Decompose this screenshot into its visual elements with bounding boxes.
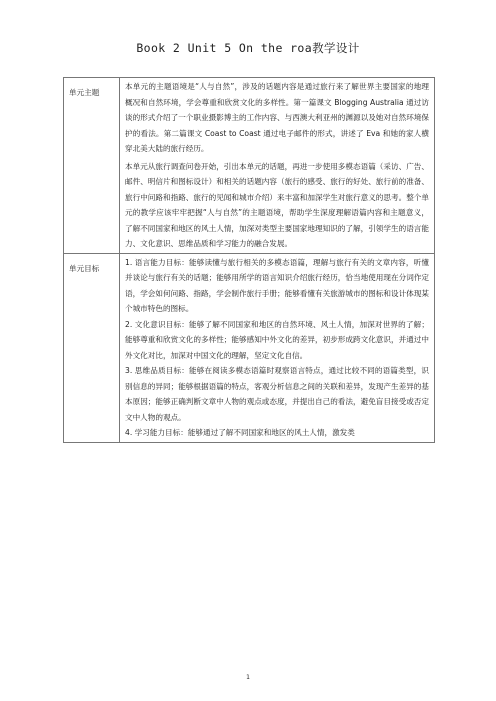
paragraph: 3. 思维品质目标：能够在阅读多模态语篇时观察语言特点，通过比较不同的语篇类型，识别信息的异同；能够根据语篇的特点，客观分析信息之间的关联和差异，发现产生差异的基本原因；能够正确判断文章中人物的观点或态度，并提出自己的看法，避免盲目接受或否定文中人物的观点。 [125,366,429,422]
unit-theme-content [120,78,435,254]
table-row [64,78,435,254]
paragraph: 本单元从旅行调查问卷开始，引出本单元的话题，再进一步使用多模态语篇（采访、广告、邮件、明信片和图标设计）和相关的话题内容（旅行的感受、旅行的好处、旅行前的准备、旅行中问路和指路、旅行的见闻和城市介绍）来丰富和加深学生对旅行意义的思考。整个单元的教学应该牢牢把握“人与自然”的主题语境，帮助学生深度理解语篇内容和主题意义，了解不同国家和地区的风土人情，加深对类型主要国家地理知识的了解，引领学生的语言能力、文化意识、思维品质和学习能力的融合发展。 [125,161,429,248]
page-number: 1 [246,674,250,681]
lesson-plan-table [63,77,435,443]
row-label-unit-goals: 单元目标 [64,253,120,442]
paragraph: 1. 语言能力目标：能够读懂与旅行相关的多模态语篇，理解与旅行有关的文章内容，听懂并谈论与旅行有关的话题；能够用所学的语言知识介绍旅行经历，恰当地使用现在分词作定语，学会如何问路、指路，学会制作旅行手册；能够看懂有关旅游城市的图标和设计体现某个城市特色的图标。 [125,257,429,313]
paragraph: 本单元的主题语境是“人与自然”，涉及的话题内容是通过旅行来了解世界主要国家的地理概况和自然环境，学会尊重和欣赏文化的多样性。第一篇课文 Blogging Australia 通过访谈的形式介绍了一个职业摄影博主的工作内容、与西澳大利亚州的渊源以及她对自然环境保护的看法。第二篇课文 Coast to Coast 通过电子邮件的形式，讲述了 Eva 和她的家人横穿北美大陆的旅行经历。 [125,82,429,153]
unit-goals-content [120,253,435,442]
paragraph: 2. 文化意识目标：能够了解不同国家和地区的自然环境、风土人情，加深对世界的了解；能够尊重和欣赏文化的多样性；能够感知中外文化的差异，初步形成跨文化意识，并通过中外文化对比，加深对中国文化的理解，坚定文化自信。 [125,319,429,360]
table-row [64,253,435,442]
document-title: Book 2 Unit 5 On the roa教学设计 [136,41,360,55]
row-label-unit-theme: 单元主题 [64,78,120,254]
paragraph: 4. 学习能力目标：能够通过了解不同国家和地区的风土人情，激发类 [125,428,355,437]
